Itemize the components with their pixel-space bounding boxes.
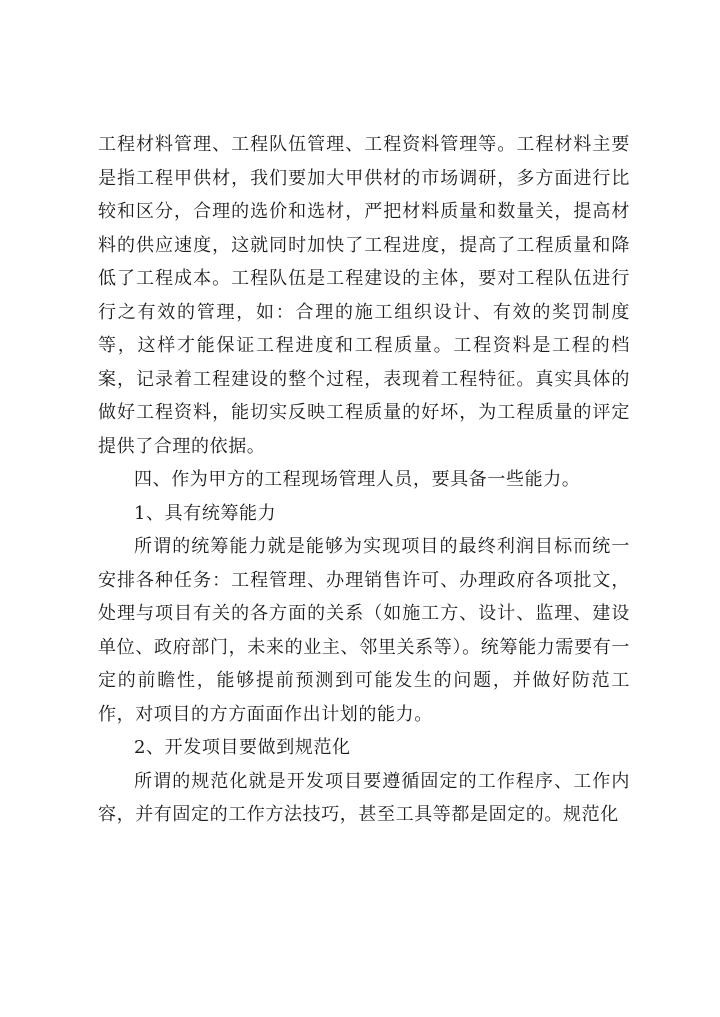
paragraph-coordination-ability: 所谓的统筹能力就是能够为实现项目的最终利润目标而统一安排各种任务：工程管理、办理销售许可、办理政府各项批文，处理与项目有关的各方面的关系（如施工方、设计、监理、建设单位、政府部门，未来的业主、邻里关系等）。统筹能力需要有一定的前瞻性，能够提前预测到可能发生的问题，并做好防范工作，对项目的方方面面作出计划的能力。 xyxy=(98,536,630,725)
paragraph-standardization: 所谓的规范化就是开发项目要遵循固定的工作程序、工作内容，并有固定的工作方法技巧，甚至工具等都是固定的。规范化 xyxy=(98,770,630,825)
document-body xyxy=(98,128,630,832)
subheading-standardization: 2、开发项目要做到规范化 xyxy=(134,737,351,758)
paragraph-materials-management: 工程材料管理、工程队伍管理、工程资料管理等。工程材料主要是指工程甲供材，我们要加大甲供材的市场调研，多方面进行比较和区分，合理的选价和选材，严把材料质量和数量关，提高材料的供应速度，这就同时加快了工程进度，提高了工程质量和降低了工程成本。工程队伍是工程建设的主体，要对工程队伍进行行之有效的管理，如：合理的施工组织设计、有效的奖罚制度等，这样才能保证工程进度和工程质量。工程资料是工程的档案，记录着工程建设的整个过程，表现着工程特征。真实具体的做好工程资料，能切实反映工程质量的好坏，为工程质量的评定提供了合理的依据。 xyxy=(98,134,630,457)
subheading-coordination-ability: 1、具有统筹能力 xyxy=(134,502,277,524)
section-heading-four: 四、作为甲方的工程现场管理人员，要具备一些能力。 xyxy=(134,469,581,490)
